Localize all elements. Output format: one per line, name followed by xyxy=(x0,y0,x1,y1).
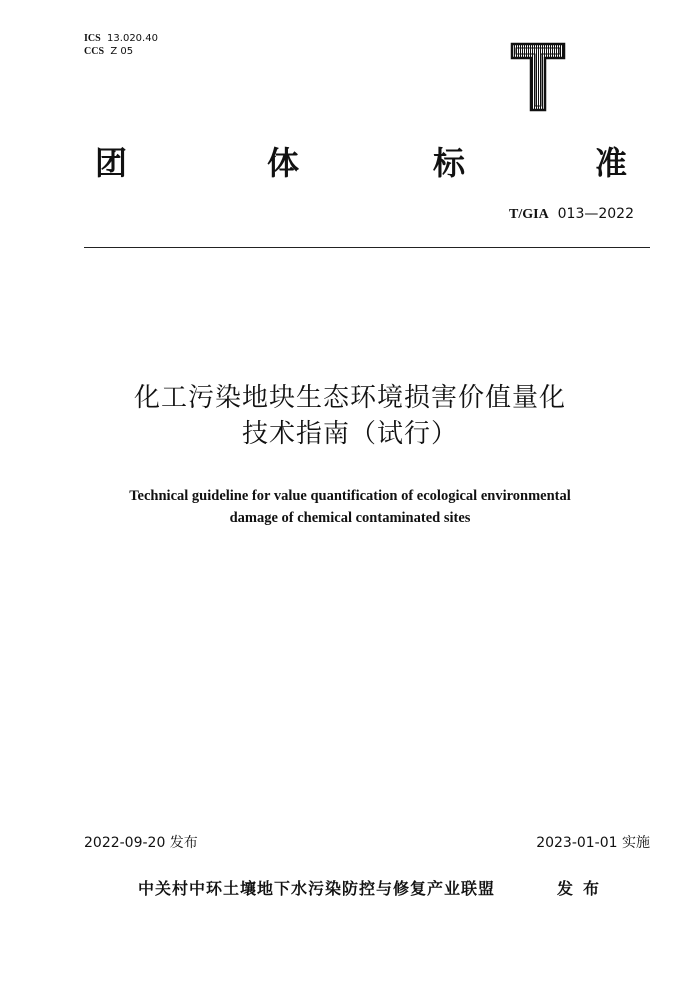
title-english xyxy=(0,485,700,529)
standard-type-char: 准 xyxy=(595,144,628,182)
ccs-code: CCS Z 05 xyxy=(84,46,134,57)
title-english-line1: Technical guideline for value quantification of ecological environmental xyxy=(129,488,571,504)
standard-type-char: 标 xyxy=(433,144,466,182)
standard-t-mark xyxy=(510,42,568,112)
header-divider xyxy=(84,247,650,248)
classification-codes xyxy=(84,32,158,58)
issue-date: 2022-09-20 发布 xyxy=(84,835,198,851)
title-chinese-line1: 化工污染地块生态环境损害价值量化 xyxy=(133,383,566,413)
publisher-action: 发布 xyxy=(557,879,610,898)
standard-type-char: 团 xyxy=(95,144,128,182)
title-chinese xyxy=(0,380,700,452)
ics-code: ICS 13.020.40 xyxy=(84,33,158,44)
standard-type-char: 体 xyxy=(267,144,300,182)
title-chinese-line2: 技术指南（试行） xyxy=(241,419,458,449)
title-english-line2: damage of chemical contaminated sites xyxy=(229,510,471,526)
standard-type xyxy=(95,138,640,182)
standard-number: T/GIA 013—2022 xyxy=(509,206,634,222)
publisher-name: 中关村中环土壤地下水污染防控与修复产业联盟 xyxy=(138,879,496,898)
implementation-date: 2023-01-01 实施 xyxy=(536,835,650,851)
